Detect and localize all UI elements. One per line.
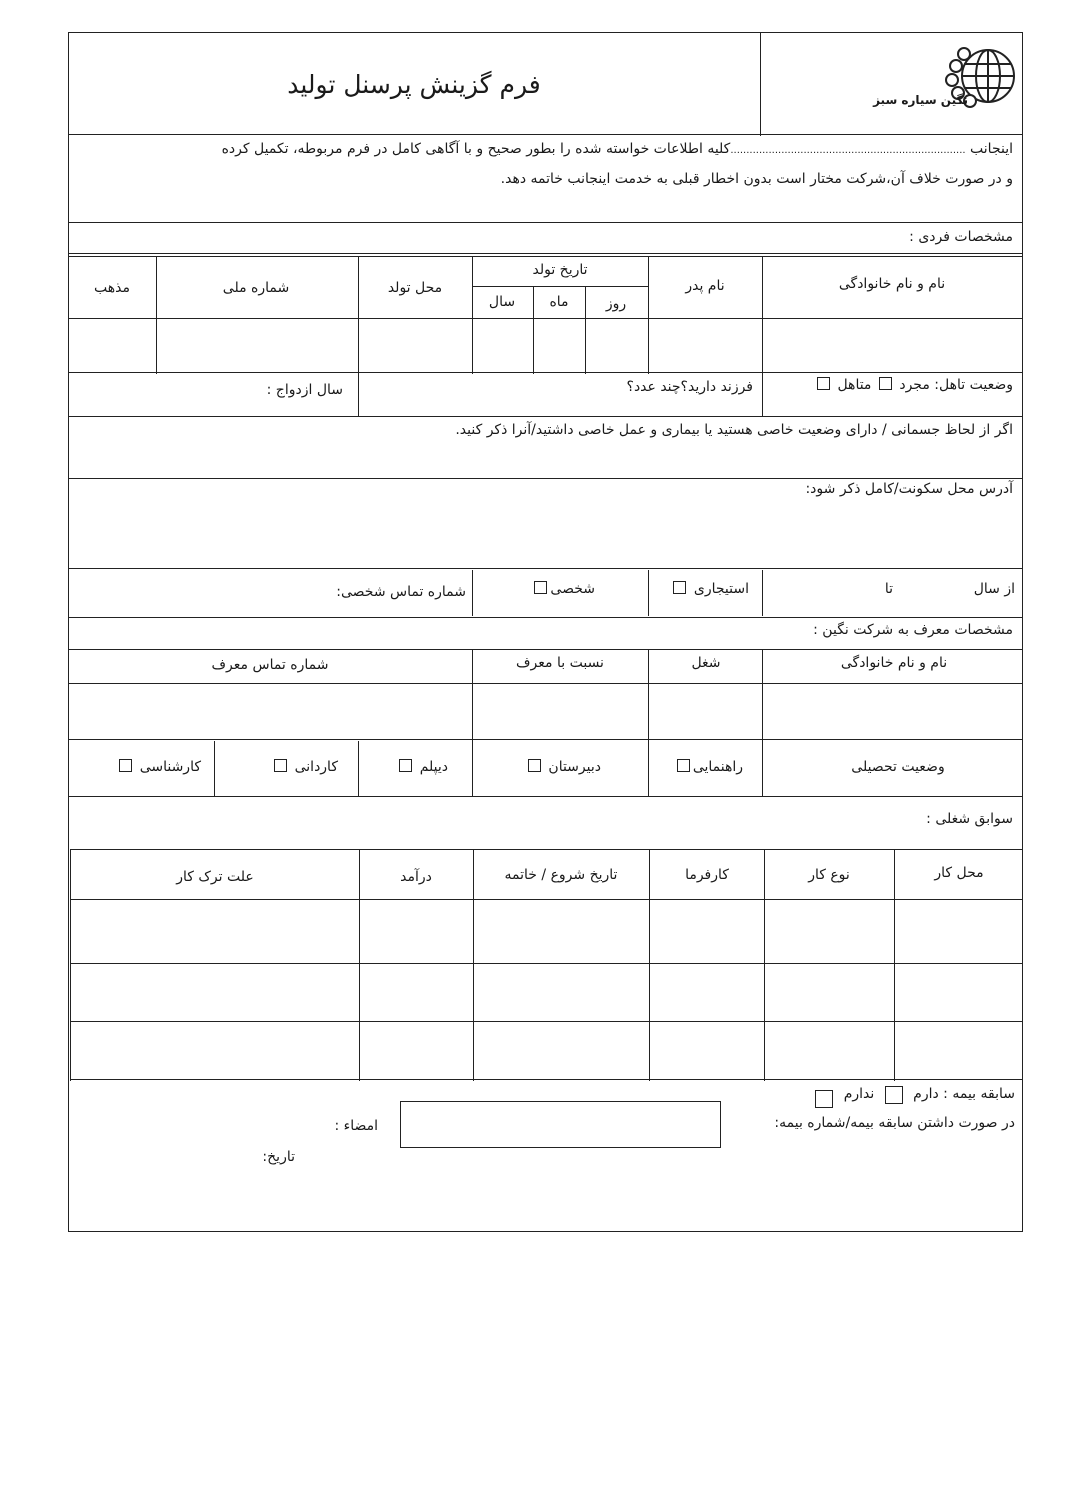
edu-checkbox-diploma[interactable] [399,759,412,772]
edu-checkbox-bachelor[interactable] [119,759,132,772]
edu-checkbox-guidance[interactable] [677,759,690,772]
edu-option-guidance [674,759,743,775]
edu-checkbox-highschool[interactable] [528,759,541,772]
signature-box[interactable] [400,1101,721,1148]
ref-div-1 [762,649,763,741]
children-question: فرزند دارید؟چند عدد؟ [626,379,753,395]
company-logo [938,40,1016,130]
declaration-line2: و در صورت خلاف آن،شرکت مختار است بدون اخطار قبلی به خدمت اینجانب خاتمه دهد. [500,171,1013,187]
work-div-1 [894,849,895,1081]
col-birthplace: محل تولد [387,280,443,296]
marital-div-2 [358,372,359,416]
edu-div-4 [358,741,359,797]
ref-header-rule [68,683,1023,684]
col-religion: مذهب [94,280,130,296]
work-header-rule [70,899,1023,900]
work-col-place: محل کار [934,865,984,881]
col-month: ماه [549,294,569,310]
col-fullname: نام و نام خانوادگی [838,276,946,292]
birthdate-sub-rule [472,286,648,287]
married-label: متاهل [837,377,872,393]
personal-label: شخصی [550,581,595,597]
personal-header-rule [68,318,1023,319]
edu-label-guidance: راهنمایی [692,759,743,775]
edu-div-1 [762,741,763,797]
work-div-3 [649,849,650,1081]
col-birthdate: تاریخ تولد [532,262,588,278]
address-label: آدرس محل سکونت/کامل ذکر شود: [805,481,1013,497]
edu-bottom-rule [68,796,1023,797]
declaration-start: اینجانب [970,141,1013,157]
single-checkbox[interactable] [879,377,892,390]
edu-label-highschool: دبیرستان [548,759,601,775]
personal-option [531,581,595,597]
work-col-employer: کارفرما [685,867,729,883]
edu-div-2 [648,741,649,797]
ref-col-relation: نسبت با معرف [516,655,604,671]
col-div-6 [358,256,359,374]
marital-row [68,372,1023,416]
rental-option [670,581,749,597]
work-bottom-rule [70,1079,1023,1080]
work-table [70,849,1023,1081]
residence-bottom-rule [68,617,1023,618]
residence-row [68,570,1023,616]
work-div-4 [473,849,474,1081]
single-label: مجرد [899,377,930,393]
personal-table-top [68,256,1023,257]
insurance-label: سابقه بیمه : دارم [913,1086,1015,1102]
work-left-edge [70,849,71,1081]
work-div-2 [764,849,765,1081]
personal-title-rule [68,253,1023,254]
work-top-rule [70,849,1023,850]
edu-label-diploma: دیپلم [419,759,448,775]
work-col-type: نوع کار [808,867,850,883]
edu-option-associate [271,759,338,775]
ref-col-fullname: نام و نام خانوادگی [840,655,948,671]
work-col-reason: علت ترک کار [176,869,254,885]
edu-label-bachelor: کارشناسی [139,759,201,775]
edu-option-diploma [396,759,448,775]
ref-div-2 [648,649,649,741]
col-div-3 [585,286,586,374]
declaration-name-blank[interactable]: .......................................................................... [730,145,966,156]
ref-bottom-rule [68,739,1023,740]
rental-label: استیجاری [693,581,749,597]
work-div-5 [359,849,360,1081]
ref-col-phone: شماره تماس معرف [211,657,329,673]
col-div-2 [648,256,649,374]
date-label: تاریخ: [262,1149,295,1165]
col-div-1 [762,256,763,374]
ref-top-rule [68,649,1023,650]
edu-div-3 [472,741,473,797]
insurance-number: در صورت داشتن سابقه بیمه/شماره بیمه: [774,1115,1015,1131]
health-question: اگر از لحاظ جسمانی / دارای وضعیت خاصی هستید یا بیماری و عمل خاصی داشتید/آنرا ذکر کنید. [455,422,1013,438]
to-label: تا [884,581,893,597]
col-div-4 [533,286,534,374]
personal-section-title: مشخصات فردی : [909,229,1013,245]
personal-checkbox[interactable] [534,581,547,594]
col-year: سال [488,294,516,310]
col-father: نام پدر [685,278,725,294]
work-col-income: درآمد [400,869,432,885]
edu-option-bachelor [116,759,201,775]
edu-label-associate: کاردانی [294,759,338,775]
edu-checkbox-associate[interactable] [274,759,287,772]
from-year: از سال [973,581,1015,597]
personal-table [68,256,1023,374]
edu-div-5 [214,741,215,797]
ref-div-3 [472,649,473,741]
col-div-7 [156,256,157,374]
education-row [68,741,1023,797]
col-national-id: شماره ملی [222,280,290,296]
marital-bottom-rule [68,416,1023,417]
res-div-1 [762,570,763,616]
col-div-5 [472,256,473,374]
declaration-bottom-rule [68,222,1023,223]
referrer-table [68,649,1023,741]
company-name: نگین سیاره سبز [873,93,968,107]
work-row-rule-2 [70,1021,1023,1022]
page-title: فرم گزینش پرسنل تولید [287,70,541,99]
marital-options [814,377,1013,393]
header [68,32,1023,136]
declaration-rest: کلیه اطلاعات خواسته شده را بطور صحیح و با آگاهی کامل در فرم مربوطه، تکمیل کرده [221,141,731,157]
work-section-title: سوابق شغلی : [926,811,1013,827]
signature-label: امضاء : [334,1118,378,1134]
marital-label: وضعیت تاهل: [934,377,1013,393]
address-field[interactable] [80,508,920,566]
health-bottom-rule [68,478,1023,479]
work-col-dates: تاریخ شروع / خاتمه [504,867,618,883]
col-day: روز [605,296,627,312]
referrer-section-title: مشخصات معرف به شرکت نگین : [813,622,1013,638]
insurance-no-checkbox[interactable] [815,1090,833,1108]
insurance-row [809,1086,1015,1108]
res-div-2 [648,570,649,616]
insurance-yes-checkbox[interactable] [885,1086,903,1104]
address-bottom-rule [68,568,1023,569]
header-bottom-rule [68,134,1023,135]
header-divider [760,32,761,136]
education-label: وضعیت تحصیلی [851,759,945,775]
res-div-3 [472,570,473,616]
marital-div-1 [762,372,763,416]
personal-phone: شماره تماس شخصی: [336,584,466,600]
work-row-rule-1 [70,963,1023,964]
ref-col-job: شغل [691,655,721,671]
declaration-line1 [222,141,1013,157]
rental-checkbox[interactable] [673,581,686,594]
insurance-no-label: ندارم [843,1086,875,1102]
marriage-year: سال ازدواج : [266,382,343,398]
married-checkbox[interactable] [817,377,830,390]
edu-option-highschool [525,759,601,775]
